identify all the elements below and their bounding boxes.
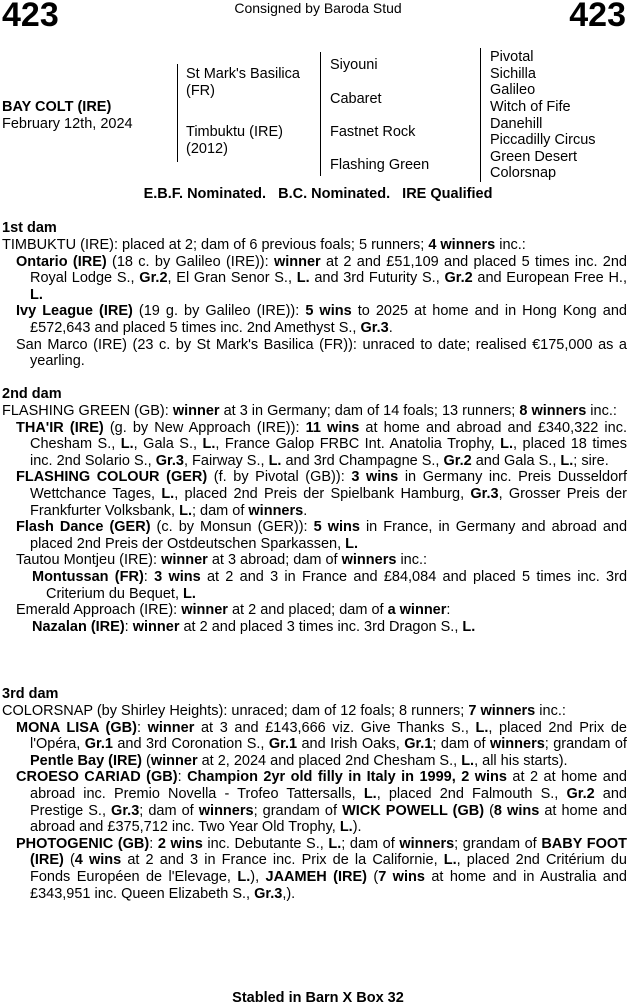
third-dam-heading: 3rd dam xyxy=(2,686,59,702)
pedigree-gp-1: Siyouni xyxy=(330,57,378,73)
pedigree-bracket-3 xyxy=(480,48,481,182)
third-dam-section xyxy=(2,686,627,902)
produce-flashing-colour: FLASHING COLOUR (GER) (f. by Pivotal (GB)): 3 wins in Germany inc. Preis Dusseldorf Wettchance Tages, L., placed 2nd Preis der Spielbank Hamburg, Gr.3, Grosser Preis der Frankfurter Volksbank, L.; dam of winners. xyxy=(16,469,628,519)
third-dam-intro: COLORSNAP (by Shirley Heights): unraced; dam of 12 foals; 8 runners; 7 winners inc.: xyxy=(2,703,566,719)
pedigree-ggp-2: Sichilla xyxy=(490,66,536,82)
pedigree-sire: St Mark's Basilica (FR) xyxy=(186,66,300,99)
produce-photogenic: PHOTOGENIC (GB): 2 wins inc. Debutante S., L.; dam of winners; grandam of BABY FOOT (IRE) (4 wins at 2 and 3 in France inc. Prix de la Californie, L., placed 2nd Critérium du Fonds Européen de l'Elevage, L.), JAAMEH (IRE) (7 wins at home and in Australia and £343,951 inc. Queen Elizabeth S., Gr.3,). xyxy=(16,835,628,902)
pedigree-bracket-1 xyxy=(177,64,178,162)
first-dam-heading: 1st dam xyxy=(2,220,57,236)
horse-name: BAY COLT (IRE) xyxy=(2,99,112,115)
pedigree-ggp-8: Colorsnap xyxy=(490,165,557,181)
pedigree-gp-2: Cabaret xyxy=(330,91,382,107)
produce-flash-dance: Flash Dance (GER) (c. by Monsun (GER)): 5 wins in France, in Germany and abroad and placed 2nd Preis der Ostdeutschen Sparkassen, L. xyxy=(16,519,628,552)
pedigree-ggp-5: Danehill xyxy=(490,116,543,132)
produce-ontario: Ontario (IRE) (18 c. by Galileo (IRE)): winner at 2 and £51,109 and placed 5 times inc. 2nd Royal Lodge S., Gr.2, El Gran Senor S., L. and 3rd Futurity S., Gr.2 and European Free H., L. xyxy=(16,253,627,303)
nominations: E.B.F. Nominated. B.C. Nominated. IRE Qualified xyxy=(143,186,493,202)
produce-montussan: Montussan (FR): 3 wins at 2 and 3 in France and £84,084 and placed 5 times inc. 3rd Criterium du Bequet, L. xyxy=(32,568,628,602)
pedigree-gp-3: Fastnet Rock xyxy=(330,124,416,140)
produce-mona-lisa: MONA LISA (GB): winner at 3 and £143,666 viz. Give Thanks S., L., placed 2nd Prix de l'Opéra, Gr.1 and 3rd Coronation S., Gr.1 and Irish Oaks, Gr.1; dam of winners; grandam of Pentle Bay (IRE) (winner at 2, 2024 and placed 2nd Chesham S., L., all his starts). xyxy=(16,719,627,769)
first-dam-section xyxy=(2,220,627,370)
produce-tautou-montjeu: Tautou Montjeu (IRE): winner at 3 abroad; dam of winners inc.: xyxy=(16,552,428,569)
second-dam-heading: 2nd dam xyxy=(2,386,62,402)
pedigree-ggp-1: Pivotal xyxy=(490,49,534,65)
pedigree-bracket-2 xyxy=(320,52,321,176)
pedigree-ggp-7: Green Desert xyxy=(490,149,578,165)
produce-croeso-cariad: CROESO CARIAD (GB): Champion 2yr old filly in Italy in 1999, 2 wins at 2 at home and abroad inc. Premio Novella - Trofeo Tattersalls, L., placed 2nd Falmouth S., Gr.2 and Prestige S., Gr.3; dam of winners; grandam of WICK POWELL (GB) (8 wins at home and abroad and £375,712 inc. Two Year Old Trophy, L.). xyxy=(16,769,628,836)
second-dam-intro: FLASHING GREEN (GB): winner at 3 in Germany; dam of 14 foals; 13 runners; 8 winners inc.: xyxy=(2,403,617,419)
lot-number-left: 423 xyxy=(2,0,59,34)
pedigree-gp-4: Flashing Green xyxy=(330,157,430,173)
pedigree-ggp-4: Witch of Fife xyxy=(490,99,571,115)
consignor: Consigned by Baroda Stud xyxy=(234,0,402,16)
foaling-date: February 12th, 2024 xyxy=(2,116,133,132)
second-dam-section xyxy=(2,386,627,635)
lot-number-right: 423 xyxy=(569,0,626,34)
produce-thair: THA'IR (IRE) (g. by New Approach (IRE)): 11 wins at home and abroad and £340,322 inc. Chesham S., L., Gala S., L., France Galop FRBC Int. Anatolia Trophy, L., placed 18 times inc. 2nd Solario S., Gr.3, Fairway S., L. and 3rd Champagne S., Gr.2 and Gala S., L.; sire. xyxy=(16,419,627,469)
produce-san-marco: San Marco (IRE) (23 c. by St Mark's Basilica (FR)): unraced to date; realised €175,000 as a yearling. xyxy=(16,336,627,370)
stabling-info: Stabled in Barn X Box 32 xyxy=(232,990,404,1006)
produce-ivy-league: Ivy League (IRE) (19 g. by Galileo (IRE)): 5 wins to 2025 at home and in Hong Kong and £572,643 and placed 5 times inc. 2nd Amethyst S., Gr.3. xyxy=(16,303,627,336)
produce-nazalan: Nazalan (IRE): winner at 2 and placed 3 times inc. 3rd Dragon S., L. xyxy=(32,618,476,635)
pedigree-dam: Timbuktu (IRE) (2012) xyxy=(186,124,283,157)
pedigree-ggp-6: Piccadilly Circus xyxy=(490,132,596,148)
first-dam-intro: TIMBUKTU (IRE): placed at 2; dam of 6 previous foals; 5 runners; 4 winners inc.: xyxy=(2,237,526,253)
produce-emerald-approach: Emerald Approach (IRE): winner at 2 and placed; dam of a winner: xyxy=(16,602,451,619)
pedigree-ggp-3: Galileo xyxy=(490,82,536,98)
